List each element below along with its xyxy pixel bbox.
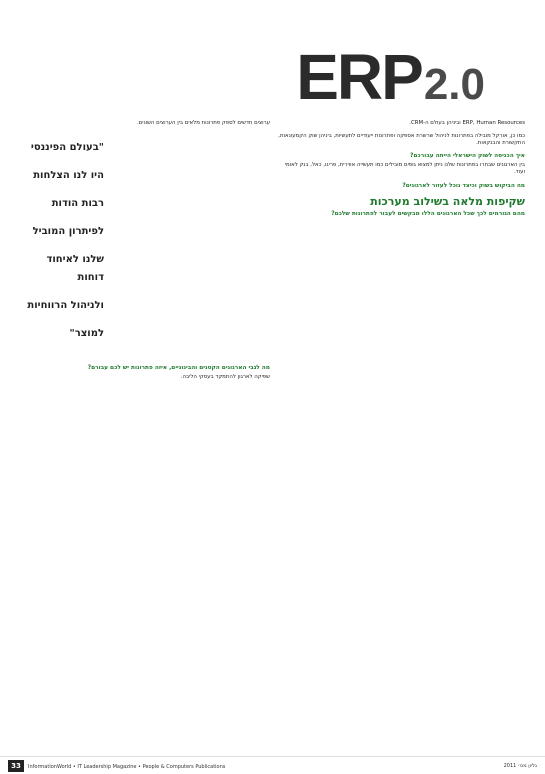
page-footer [0, 756, 545, 774]
interview-question: מהם הגורמים לכך שכל הארגונים הללו מבקשים לעבור לפתרונות שלכם? [331, 210, 525, 217]
paragraph: כמו כן, אורקל מובילה בפתרונות לניהול שרשרת אספקה ופתרונות ייעודיים לתעשיות, ביניהן שוק הקמעונאות, התקשורת והבנקאות. [278, 133, 525, 147]
column-body [110, 133, 270, 359]
interview-question: איך הכניסה לשוק הישראלי הייתה עבורכם? [410, 153, 525, 160]
erp-logo [296, 40, 485, 114]
pull-quote-line: למוצר" [69, 328, 104, 340]
magazine-info: InformationWorld • IT Leadership Magazine • People & Computers Publications [28, 763, 226, 770]
pull-quote [20, 133, 104, 359]
pull-quote-line: שלנו לאיחוד דוחות [46, 254, 104, 284]
interview-question: מה הביקוש בשוק וכיצד נוכל לעזור לארגונים? [402, 182, 525, 189]
hero-banner [0, 0, 545, 112]
logo-version-text: 2.0 [423, 60, 485, 109]
pull-quote-line: "בעולם הפיננסי [30, 142, 104, 154]
pull-quote-line: רבות הודות [51, 198, 104, 210]
pull-quote-line: היו לנו הצלחות [33, 170, 104, 182]
pull-quote-line: ולניהול הרווחיות [27, 300, 104, 312]
logo-erp-text: ERP [296, 41, 422, 113]
interview-question: מה לגבי הארגונים הקטנים והבינוניים, איזה פתרונות יש לכם עבורם? [87, 365, 270, 372]
paragraph: בין הארגונים שבחרו בפתרונות שלנו ניתן למצוא גופים מובילים כמו תעשייה אווירית, פריגו, כאל, בנק לאומי ועוד. [284, 162, 525, 176]
article-column-left [20, 120, 270, 387]
paragraph: ERP, Human Resources וביניהן בעולם ה-CRM. [409, 120, 525, 126]
issue-info: גליון מס׳ 2011 [503, 762, 537, 769]
page-number: 33 [8, 760, 24, 772]
paragraph: ערוצים חדשים לספק פתרונות מלאים בין הערוצים השונים. [136, 120, 270, 126]
article-column-right [275, 120, 525, 220]
paragraph: שפיקה לארגון להתמקד בעסקי הליבה. [180, 374, 270, 381]
section-heading: שקיפות מלאה בשילוב מערכות [370, 194, 525, 208]
pull-quote-line: לפיתרון המוביל [32, 226, 104, 238]
